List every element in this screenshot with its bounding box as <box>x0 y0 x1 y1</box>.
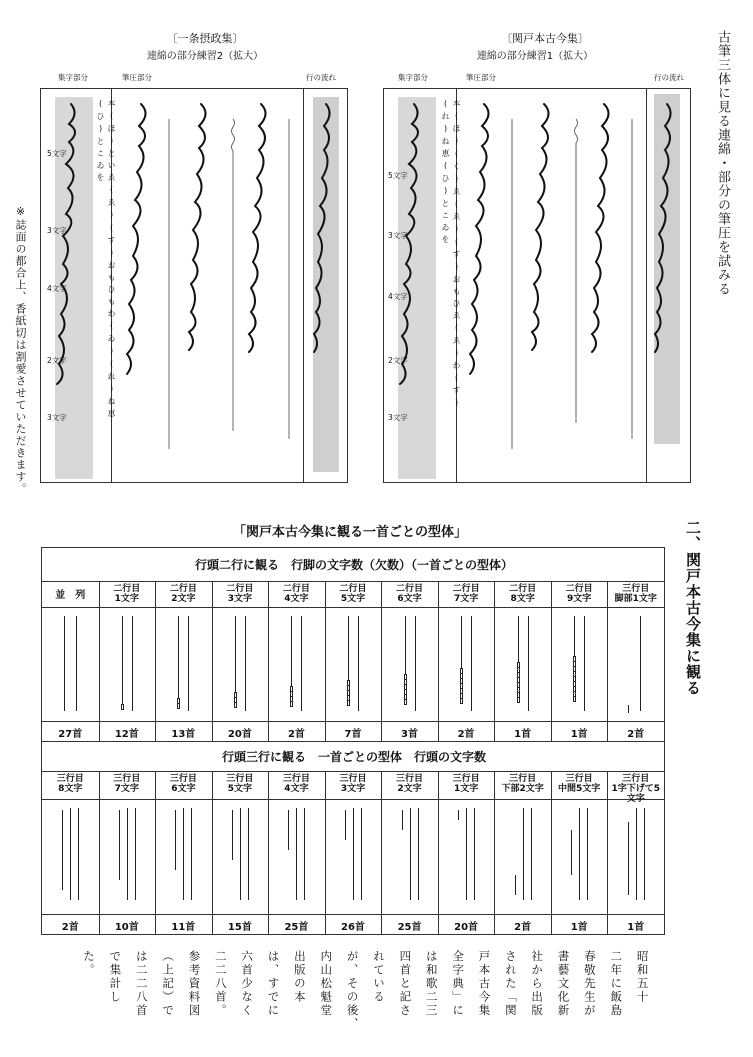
missing-char-marks <box>573 657 576 702</box>
type-line <box>345 810 346 840</box>
type-line <box>301 616 302 711</box>
table1-count: 20首 <box>227 729 252 740</box>
table1-column-header: 二行目 4文字 <box>282 584 310 604</box>
table2-count: 11首 <box>171 922 196 933</box>
type-line <box>410 808 411 900</box>
right-panel-subtitle: 連綿の部分練習1（拡大） <box>476 51 594 62</box>
table2-column-header: 三行目 6文字 <box>169 774 197 794</box>
type-line <box>353 808 354 900</box>
body-text-column: 二二八首。 <box>213 950 228 1018</box>
table2-count: 25首 <box>397 922 422 933</box>
table1-column-header: 二行目 1文字 <box>113 584 141 604</box>
missing-char-marks <box>347 681 350 706</box>
left-count-2: 4文字 <box>47 284 67 293</box>
type-line <box>119 810 120 880</box>
type-line <box>191 808 192 900</box>
type-line <box>358 616 359 711</box>
type-table <box>41 547 665 935</box>
left-panel-subtitle: 連綿の部分練習2（拡大） <box>146 51 264 62</box>
right-heading: 古筆三体に見る連綿・部分の筆圧を試みる <box>715 30 730 296</box>
table2-count: 15首 <box>227 922 252 933</box>
body-text-column: 出版の本 <box>292 950 307 1004</box>
type-line <box>70 808 71 900</box>
table2-count: 10首 <box>114 922 139 933</box>
type-line <box>296 808 297 900</box>
right-count-2: 4文字 <box>388 292 408 301</box>
body-text <box>78 950 658 1055</box>
missing-char-marks <box>234 693 237 708</box>
right-label-shuji: 集字部分 <box>398 73 428 82</box>
table2-count: 2首 <box>61 922 79 933</box>
body-text-column: 四首と記さ <box>398 950 413 1018</box>
table1-count: 13首 <box>171 729 196 740</box>
table-title: 「関戸本古今集に観る一首ごとの型体」 <box>232 525 467 540</box>
table2-column-header: 三行目 5文字 <box>226 774 254 794</box>
type-line <box>232 810 233 860</box>
body-text-column: で集計し <box>108 950 123 1004</box>
left-label-flow: 行の流れ <box>306 73 336 82</box>
table1-column-header: 二行目 7文字 <box>452 584 480 604</box>
body-text-column: 全字典」に <box>451 950 466 1018</box>
right-count-1: 3文字 <box>388 231 408 240</box>
body-text-column: は和歌二三 <box>424 950 439 1018</box>
table1-count: 2首 <box>627 729 645 740</box>
type-line <box>402 810 403 830</box>
body-text-column: は二二八首 <box>134 950 149 1018</box>
type-line <box>405 616 406 675</box>
type-line <box>127 808 128 900</box>
type-line <box>415 616 416 711</box>
left-calligraphy-strokes <box>41 89 347 482</box>
body-text-column: された「関 <box>503 950 518 1018</box>
table2-column-header: 三行目 4文字 <box>282 774 310 794</box>
type-line <box>62 810 63 890</box>
table2-count: 26首 <box>341 922 365 933</box>
body-text-column: 二年に飯島 <box>609 950 624 1018</box>
type-line <box>461 616 462 669</box>
type-line <box>78 808 79 900</box>
type-line <box>584 616 585 711</box>
body-text-column: 春敬先生が <box>582 950 597 1018</box>
missing-char-marks <box>404 675 407 705</box>
body-text-column: 六首少なく <box>240 950 255 1018</box>
type-line <box>245 616 246 711</box>
note-text: ※誌面の都合上、香紙切は割愛させていただきます。 <box>14 205 27 495</box>
type-line <box>175 810 176 870</box>
type-line <box>188 616 189 711</box>
table2-column-header: 三行目 8文字 <box>56 774 84 794</box>
table1-count: 2首 <box>457 729 475 740</box>
table1-count: 3首 <box>401 729 419 740</box>
body-text-column: 書藝文化新 <box>556 950 571 1018</box>
table2-column-header: 三行目 1字下げて5文字 <box>611 774 660 804</box>
table2-column-header: 三行目 1文字 <box>452 774 480 794</box>
missing-char-marks <box>290 687 293 707</box>
type-line <box>471 616 472 711</box>
section-heading: 二、関戸本古今集に観る <box>684 520 702 696</box>
left-label-hitsuatsu: 筆圧部分 <box>122 73 152 82</box>
left-panel-title: 〔一条摂政集〕 <box>166 32 244 45</box>
table1-column-header: 二行目 2文字 <box>169 584 197 604</box>
table2-count: 20首 <box>454 922 479 933</box>
body-text-column: 戸本古今集 <box>477 950 492 1018</box>
type-line <box>640 616 641 711</box>
type-line <box>418 808 419 900</box>
right-label-flow: 行の流れ <box>654 73 684 82</box>
left-label-shuji: 集字部分 <box>58 73 88 82</box>
left-calligraphy-panel <box>40 88 348 483</box>
table1-count: 2首 <box>287 729 305 740</box>
right-calligraphy-strokes <box>384 89 690 482</box>
type-line <box>64 616 65 711</box>
type-line <box>122 616 123 705</box>
type-line <box>574 616 575 657</box>
table2-column-header: 三行目 3文字 <box>339 774 367 794</box>
table1-column-header: 二行目 8文字 <box>509 584 537 604</box>
table2-column-header: 三行目 7文字 <box>113 774 141 794</box>
right-count-0: 5文字 <box>388 171 408 180</box>
type-line <box>178 616 179 699</box>
table2-count: 1首 <box>627 922 645 933</box>
table1-column-header: 三行目 脚部1文字 <box>614 584 657 604</box>
type-line <box>248 808 249 900</box>
right-panel-title: 〔関戸本古今集〕 <box>501 32 589 45</box>
type-line <box>466 808 467 900</box>
table1-count: 7首 <box>344 729 362 740</box>
type-line <box>531 808 532 900</box>
table2-column-header: 三行目 中間5文字 <box>558 774 601 794</box>
type-line <box>348 616 349 681</box>
type-line <box>523 808 524 900</box>
body-text-column: た。 <box>82 950 96 977</box>
left-count-4: 3文字 <box>47 413 67 422</box>
right-annotation: 本(ほ)(く)ゑ(ゑ)(す)おもひゑ(ゑ)わ(す)(れ)ね恵(ひ)とこゐを <box>441 99 461 411</box>
table1-column-header: 二行目 9文字 <box>565 584 593 604</box>
table2-column-header: 三行目 下部2文字 <box>501 774 544 794</box>
body-text-column: 昭和五十 <box>635 950 650 1004</box>
left-count-3: 2文字 <box>47 356 67 365</box>
type-line <box>579 808 580 900</box>
type-line <box>644 808 645 900</box>
right-label-hitsuatsu: 筆圧部分 <box>466 73 496 82</box>
type-line <box>240 808 241 900</box>
missing-char-marks <box>177 699 180 709</box>
type-line <box>587 808 588 900</box>
table1-count: 27首 <box>58 729 83 740</box>
type-line <box>235 616 236 693</box>
body-text-column: （上記）で <box>161 950 176 1018</box>
left-annotation: 本(ほ)といゑ(ゑ)(す)おもひもわ(ゐ)(れ)ね恵(ひ)とこゐを <box>96 99 116 421</box>
body-text-column: れている <box>372 950 386 1004</box>
left-count-0: 5文字 <box>47 149 67 158</box>
table2-column-header: 三行目 2文字 <box>396 774 424 794</box>
type-line <box>76 616 77 711</box>
body-text-column: が、その後、 <box>345 950 360 1031</box>
type-line <box>515 875 516 895</box>
table1-count: 1首 <box>570 729 588 740</box>
table1-count: 12首 <box>114 729 139 740</box>
body-text-column: 参考資料図 <box>187 950 202 1018</box>
body-text-column: 社から出版 <box>530 950 545 1018</box>
table1-column-header: 二行目 6文字 <box>396 584 424 604</box>
right-count-3: 2文字 <box>388 356 408 365</box>
right-calligraphy-panel <box>383 88 691 483</box>
body-text-column: 内山松魁堂 <box>319 950 334 1018</box>
table1-count: 1首 <box>514 729 532 740</box>
type-line <box>288 810 289 850</box>
table2-count: 2首 <box>514 922 532 933</box>
missing-char-marks <box>460 669 463 704</box>
type-line <box>458 810 459 820</box>
type-line <box>132 616 133 711</box>
type-line <box>474 808 475 900</box>
type-line <box>291 616 292 687</box>
table1-column-header: 並 列 <box>55 590 86 601</box>
left-count-1: 3文字 <box>47 226 67 235</box>
type-line <box>361 808 362 900</box>
type-line <box>135 808 136 900</box>
type-line <box>628 705 629 713</box>
table1-column-header: 二行目 5文字 <box>339 584 367 604</box>
table2-count: 1首 <box>570 922 588 933</box>
right-count-4: 3文字 <box>388 413 408 422</box>
table1-heading: 行頭二行に観る 行脚の文字数（欠数）（一首ごとの型体） <box>194 558 513 572</box>
type-line <box>304 808 305 900</box>
missing-char-marks <box>121 705 124 710</box>
type-line <box>636 808 637 900</box>
type-line <box>571 830 572 875</box>
missing-char-marks <box>517 663 520 703</box>
body-text-column: は、すでに <box>266 950 281 1018</box>
table1-column-header: 二行目 3文字 <box>226 584 254 604</box>
type-line <box>518 616 519 663</box>
type-line <box>528 616 529 711</box>
type-line <box>183 808 184 900</box>
table2-heading: 行頭三行に観る 一首ごとの型体 行頭の文字数 <box>221 750 486 764</box>
type-line <box>628 822 629 895</box>
table2-count: 25首 <box>284 922 309 933</box>
